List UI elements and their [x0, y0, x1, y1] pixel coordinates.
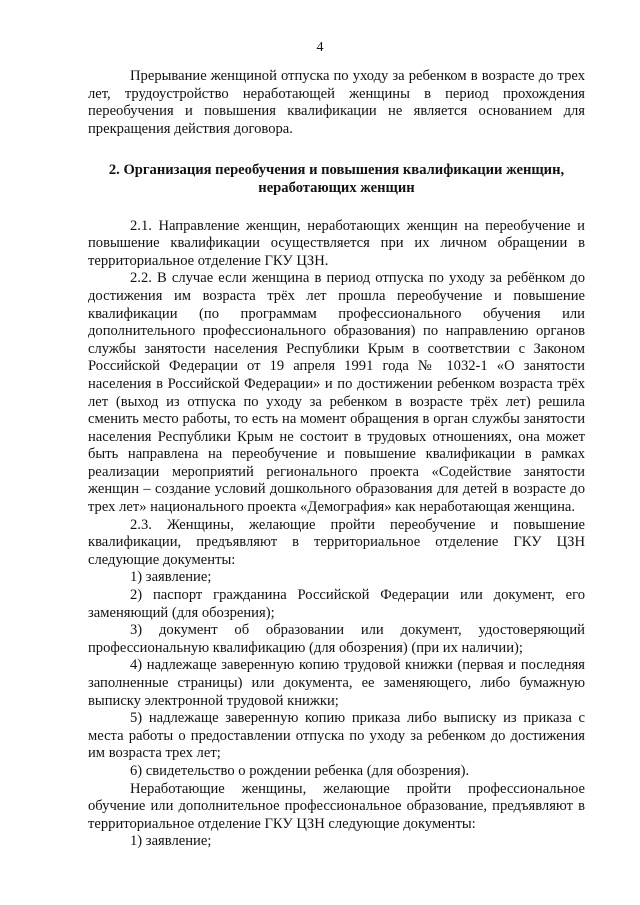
list-item: 5) надлежаще заверенную копию приказа либо выписку из приказа с места работы о предоставлении отпуска по уходу за ребенком до достижения им возраста трех лет;: [88, 710, 585, 762]
paragraph-2-3: 2.3. Женщины, желающие пройти переобучение и повышение квалификации, предъявляют в территориальное отделение ГКУ ЦЗН следующие документы:: [88, 516, 585, 568]
list-item: 4) надлежаще заверенную копию трудовой книжки (первая и последняя заполненные страницы) или документа, ее заменяющего, либо бумажную выписку электронной трудовой книжки;: [88, 657, 585, 709]
page-number: 4: [316, 40, 324, 55]
paragraph-2-2: 2.2. В случае если женщина в период отпуска по уходу за ребёнком до достижения им возраста трёх лет прошла переобучение и повышение квалификации (по программам профессионального обучения или дополнительного профессионального образования) по направлению органов службы занятости населения Республики Крым в соответствии с Законом Российской Федерации от 19 апреля 1991 года № 1032-1 «О занятости населения в Российской Федерации» и по достижении ребенком возраста трёх лет (выход из отпуска по уходу за ребенком в возрасте трёх лет) решила сменить место работы, то есть на момент обращения в орган службы занятости населения Республики Крым не состоит в трудовых отношениях, она может быть направлена на переобучение и повышение квалификации в рамках реализации мероприятий регионального проекта «Содействие занятости женщин – создание условий дошкольного образования для детей в возрасте до трех лет» национального проекта «Демография» как неработающая женщина.: [88, 270, 585, 516]
list-item: 2) паспорт гражданина Российской Федерации или документ, его заменяющий (для обозрения);: [88, 587, 585, 621]
document-body: [88, 68, 585, 851]
list-item: 3) документ об образовании или документ, удостоверяющий профессиональную квалификацию (для обозрения) (при их наличии);: [88, 622, 585, 656]
paragraph-2-1: 2.1. Направление женщин, неработающих женщин на переобучение и повышение квалификации осуществляется при их личном обращении в территориальное отделение ГКУ ЦЗН.: [88, 217, 585, 269]
list-item: 1) заявление;: [130, 569, 212, 586]
list-item: 1) заявление;: [130, 833, 212, 850]
section-heading: 2. Организация переобучения и повышения квалификации женщин, неработающих женщин: [108, 162, 565, 196]
intro-paragraph: Прерывание женщиной отпуска по уходу за ребенком в возрасте до трех лет, трудоустройство неработающей женщины в период прохождения переобучения и повышения квалификации не является основанием для прекращения действия договора.: [88, 68, 585, 137]
unemployed-paragraph: Неработающие женщины, желающие пройти профессиональное обучение или дополнительное профессиональное образование, предъявляют в территориальное отделение ГКУ ЦЗН следующие документы:: [88, 780, 585, 832]
list-item: 6) свидетельство о рождении ребенка (для обозрения).: [130, 762, 470, 779]
